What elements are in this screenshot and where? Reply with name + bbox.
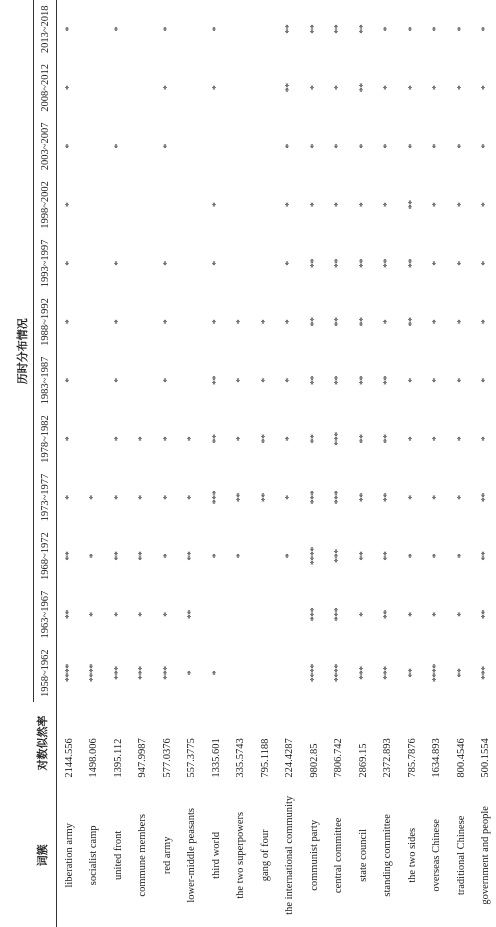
distribution-cell: ** xyxy=(474,527,496,586)
table-row xyxy=(302,0,327,927)
distribution-cell: ** xyxy=(333,376,345,386)
distribution-cell: *** xyxy=(161,666,173,680)
distribution-cell: ** xyxy=(382,376,394,386)
distribution-cell: *** xyxy=(333,490,345,505)
distribution-cell xyxy=(131,176,156,235)
distribution-cell: *** xyxy=(112,666,124,680)
distribution-cell xyxy=(82,0,107,59)
distribution-cell xyxy=(253,176,278,235)
distribution-cell: *** xyxy=(474,644,496,703)
term-cell: red army xyxy=(161,836,173,875)
distribution-cell: *** xyxy=(333,549,345,563)
distribution-cell: * xyxy=(210,27,222,32)
distribution-cell: * xyxy=(382,27,394,32)
ratio-cell: 577.0376 xyxy=(161,738,173,778)
term-cell: commune members xyxy=(137,814,149,897)
table-row xyxy=(253,0,278,927)
distribution-cell: ** xyxy=(382,434,394,444)
ratio-cell: 1498.006 xyxy=(88,738,100,778)
ratio-cell: 785.7876 xyxy=(406,738,418,778)
distribution-cell xyxy=(253,585,278,644)
term-cell: united front xyxy=(112,830,124,880)
distribution-cell xyxy=(229,117,254,176)
distribution-cell xyxy=(180,176,205,235)
term-cell: standing committee xyxy=(382,814,394,897)
distribution-cell: * xyxy=(382,144,394,149)
term-column-header: 词簇 xyxy=(0,784,57,927)
term-cell: government and people xyxy=(474,784,496,927)
distribution-cell xyxy=(82,351,107,410)
distribution-cell xyxy=(131,117,156,176)
distribution-cell: * xyxy=(308,144,320,149)
distribution-cell: ** xyxy=(382,258,394,268)
distribution-cell: * xyxy=(284,553,296,559)
ratio-cell: 947.9987 xyxy=(137,738,149,778)
term-cell: lower-middle peasants xyxy=(186,808,198,903)
ratio-cell: 1335.601 xyxy=(210,738,222,778)
distribution-cell: * xyxy=(284,261,296,266)
distribution-cell xyxy=(131,59,156,118)
distribution-cell xyxy=(131,293,156,352)
distribution-cell: * xyxy=(406,27,418,32)
distribution-cell: * xyxy=(455,85,467,91)
distribution-cell: **** xyxy=(333,664,345,683)
distribution-cell xyxy=(180,117,205,176)
term-cell: third world xyxy=(210,831,222,879)
distribution-cell: * xyxy=(431,202,443,208)
distribution-cell xyxy=(82,234,107,293)
distribution-cell: * xyxy=(455,436,467,442)
distribution-cell: * xyxy=(210,319,222,325)
period-header: 2003~2007 xyxy=(34,117,57,176)
table-row xyxy=(229,0,254,927)
distribution-cell: **** xyxy=(308,547,320,566)
distribution-cell: * xyxy=(161,495,173,500)
distribution-cell: * xyxy=(161,378,173,383)
ratio-cell: 9802.85 xyxy=(308,743,320,778)
distribution-cell: * xyxy=(63,495,75,500)
distribution-cell xyxy=(82,410,107,469)
table-body xyxy=(57,0,496,927)
distribution-cell xyxy=(155,176,180,235)
distribution-cell xyxy=(253,117,278,176)
distribution-cell: * xyxy=(63,378,75,383)
distribution-cell: ** xyxy=(474,468,496,527)
period-header: 1958~1962 xyxy=(34,644,57,703)
distribution-cell: ** xyxy=(308,258,320,268)
distribution-cell: * xyxy=(235,436,247,442)
term-cell: the two sides xyxy=(406,827,418,883)
distribution-cell: * xyxy=(431,85,443,91)
ratio-cell: 800.4546 xyxy=(455,738,467,778)
ratio-cell: 335.5743 xyxy=(235,738,247,778)
distribution-cell xyxy=(131,234,156,293)
distribution-cell: * xyxy=(112,495,124,500)
distribution-cell: * xyxy=(431,436,443,442)
distribution-cell xyxy=(82,176,107,235)
distribution-cell: * xyxy=(431,553,443,559)
term-cell: the two superpowers xyxy=(235,811,247,899)
distribution-cell: * xyxy=(382,202,394,208)
distribution-cell: ** xyxy=(455,668,467,678)
ratio-cell: 1395.112 xyxy=(112,738,124,778)
distribution-cell: ** xyxy=(63,610,75,620)
distribution-cell: * xyxy=(186,670,198,676)
distribution-cell xyxy=(82,293,107,352)
distribution-cell: * xyxy=(210,85,222,91)
table-row xyxy=(474,0,496,927)
table-row xyxy=(57,0,82,927)
distribution-cell: * xyxy=(474,410,496,469)
table-row xyxy=(425,0,450,927)
ratio-cell: 2144.556 xyxy=(63,738,75,778)
distribution-cell: * xyxy=(431,378,443,383)
distribution-cell: * xyxy=(88,553,100,559)
distribution-cell: ** xyxy=(382,610,394,620)
distribution-cell xyxy=(131,351,156,410)
distribution-cell: ** xyxy=(406,668,418,678)
distribution-cell: * xyxy=(431,319,443,325)
period-header: 1998~2002 xyxy=(34,176,57,235)
distribution-cell xyxy=(253,234,278,293)
distribution-cell: * xyxy=(474,117,496,176)
distribution-cell: * xyxy=(406,495,418,500)
distribution-cell: * xyxy=(235,319,247,325)
distribution-cell: * xyxy=(112,612,124,617)
distribution-cell xyxy=(278,644,303,703)
table-row xyxy=(180,0,205,927)
distribution-cell: * xyxy=(406,612,418,617)
term-cell: overseas Chinese xyxy=(431,819,443,892)
distribution-cell: ** xyxy=(357,24,369,34)
ratio-cell: 557.3775 xyxy=(186,738,198,778)
ratio-cell: 7806.742 xyxy=(333,738,345,778)
distribution-cell: * xyxy=(112,436,124,442)
distribution-cell: ** xyxy=(357,551,369,561)
distribution-cell: * xyxy=(474,351,496,410)
ratio-cell: 500.1554 xyxy=(474,702,496,783)
table-row xyxy=(400,0,425,927)
distribution-cell: ** xyxy=(406,317,418,327)
distribution-cell: ** xyxy=(308,24,320,34)
table-row xyxy=(131,0,156,927)
distribution-cell: * xyxy=(474,176,496,235)
distribution-cell xyxy=(180,234,205,293)
distribution-cell: * xyxy=(112,319,124,325)
distribution-cell: ** xyxy=(333,258,345,268)
period-header: 1973~1977 xyxy=(34,468,57,527)
distribution-cell: ** xyxy=(406,258,418,268)
distribution-cell: * xyxy=(63,202,75,208)
distribution-cell: * xyxy=(455,261,467,266)
distribution-cell: **** xyxy=(88,664,100,683)
distribution-cell xyxy=(278,585,303,644)
distribution-cell xyxy=(253,644,278,703)
distribution-cell: ** xyxy=(357,317,369,327)
distribution-cell: ** xyxy=(284,24,296,34)
distribution-cell xyxy=(253,527,278,586)
distribution-cell: ** xyxy=(112,551,124,561)
distribution-cell: * xyxy=(112,27,124,32)
distribution-cell: ** xyxy=(235,493,247,503)
distribution-cell: * xyxy=(210,553,222,559)
distribution-cell xyxy=(229,176,254,235)
distribution-cell: *** xyxy=(382,666,394,680)
ratio-cell: 795.1188 xyxy=(259,738,271,778)
table-row xyxy=(204,0,229,927)
distribution-cell: ** xyxy=(210,376,222,386)
distribution-cell: * xyxy=(235,378,247,383)
distribution-cell: ** xyxy=(333,24,345,34)
table-row xyxy=(155,0,180,927)
distribution-cell: * xyxy=(161,436,173,442)
term-cell: gang of four xyxy=(259,829,271,882)
distribution-cell: * xyxy=(186,436,198,442)
distribution-cell: * xyxy=(455,27,467,32)
distribution-cell: * xyxy=(431,144,443,149)
distribution-cell: ** xyxy=(382,493,394,503)
distribution-cell: * xyxy=(455,553,467,559)
distribution-cell xyxy=(229,234,254,293)
distribution-cell: ** xyxy=(186,610,198,620)
ratio-column-header: 对数似然率 xyxy=(0,702,57,783)
distribution-cell xyxy=(106,59,131,118)
distribution-cell: * xyxy=(88,495,100,500)
distribution-cell: *** xyxy=(333,432,345,446)
distribution-cell xyxy=(180,59,205,118)
distribution-cell: * xyxy=(63,436,75,442)
distribution-cell: * xyxy=(474,293,496,352)
table-row xyxy=(376,0,401,927)
distribution-cell: ** xyxy=(308,434,320,444)
distribution-cell xyxy=(204,117,229,176)
distribution-cell: * xyxy=(284,144,296,149)
distribution-cell: * xyxy=(235,553,247,559)
distribution-cell: * xyxy=(137,436,149,442)
distribution-cell: * xyxy=(284,319,296,325)
table-row xyxy=(278,0,303,927)
period-header: 1983~1987 xyxy=(34,351,57,410)
distribution-cell xyxy=(229,59,254,118)
distribution-cell: * xyxy=(210,261,222,266)
period-header: 2008~2012 xyxy=(34,59,57,118)
term-cell: traditional Chinese xyxy=(455,815,467,896)
distribution-cell: ** xyxy=(63,551,75,561)
distribution-cell: * xyxy=(63,261,75,266)
distribution-cell: * xyxy=(137,612,149,617)
table-row xyxy=(106,0,131,927)
table-row xyxy=(449,0,474,927)
distribution-cell: * xyxy=(455,495,467,500)
distribution-cell: * xyxy=(474,0,496,59)
distribution-cell: * xyxy=(406,85,418,91)
ratio-cell: 224.4287 xyxy=(284,738,296,778)
distribution-cell xyxy=(229,585,254,644)
distribution-cell: *** xyxy=(357,666,369,680)
period-header: 1978~1982 xyxy=(34,410,57,469)
distribution-cell: * xyxy=(382,85,394,91)
term-cell: state council xyxy=(357,828,369,882)
distribution-cell: * xyxy=(137,495,149,500)
distribution-cell xyxy=(180,351,205,410)
distribution-cell: ** xyxy=(357,434,369,444)
distribution-cell: * xyxy=(161,27,173,32)
distribution-cell xyxy=(229,0,254,59)
distribution-cell: * xyxy=(161,553,173,559)
distribution-cell xyxy=(82,117,107,176)
distribution-cell: ** xyxy=(474,585,496,644)
distribution-cell: * xyxy=(308,202,320,208)
distribution-cell: * xyxy=(333,85,345,91)
distribution-cell xyxy=(106,176,131,235)
distribution-cell: * xyxy=(284,495,296,500)
distribution-cell: ** xyxy=(284,83,296,93)
distribution-cell: *** xyxy=(308,607,320,622)
distribution-cell xyxy=(253,0,278,59)
distribution-cell: * xyxy=(259,378,271,383)
distribution-cell xyxy=(204,585,229,644)
distribution-cell: * xyxy=(161,612,173,617)
distribution-cell: * xyxy=(357,144,369,149)
distribution-cell: **** xyxy=(63,664,75,683)
distribution-cell: ** xyxy=(137,551,149,561)
distribution-cell: * xyxy=(333,144,345,149)
distribution-cell: **** xyxy=(308,664,320,683)
period-header: 1993~1997 xyxy=(34,234,57,293)
distribution-cell: * xyxy=(431,27,443,32)
distribution-cell: * xyxy=(455,612,467,617)
distribution-cell: * xyxy=(308,85,320,91)
distribution-cell xyxy=(180,293,205,352)
distribution-cell: ** xyxy=(357,83,369,93)
distribution-cell: * xyxy=(88,612,100,617)
term-cell: central committee xyxy=(333,817,345,894)
period-header: 2013~2018 xyxy=(34,0,57,59)
distribution-cell: * xyxy=(455,319,467,325)
distribution-cell: * xyxy=(161,85,173,91)
distribution-cell xyxy=(253,59,278,118)
distribution-cell: ** xyxy=(357,376,369,386)
distribution-cell: *** xyxy=(137,666,149,680)
period-header: 1968~1972 xyxy=(34,527,57,586)
ratio-cell: 2372.893 xyxy=(382,738,394,778)
ratio-cell: 1634.893 xyxy=(431,738,443,778)
distribution-cell: * xyxy=(259,319,271,325)
distribution-cell: * xyxy=(431,495,443,500)
distribution-cell: * xyxy=(63,319,75,325)
distribution-cell: ** xyxy=(259,493,271,503)
distribution-cell: * xyxy=(284,202,296,208)
table-row xyxy=(82,0,107,927)
distribution-cell: * xyxy=(284,378,296,383)
term-cell: communist party xyxy=(308,819,320,891)
ratio-cell: 2869.15 xyxy=(357,743,369,778)
header-group-row xyxy=(0,0,34,927)
table-row xyxy=(351,0,376,927)
distribution-cell: * xyxy=(406,378,418,383)
table-header xyxy=(0,0,57,927)
distribution-cell xyxy=(82,59,107,118)
distribution-cell: * xyxy=(406,436,418,442)
distribution-cell: * xyxy=(431,612,443,617)
distribution-cell: * xyxy=(63,85,75,91)
distribution-cell: * xyxy=(284,436,296,442)
distribution-cell: ** xyxy=(357,493,369,503)
distribution-cell: * xyxy=(333,202,345,208)
distribution-cell: * xyxy=(186,495,198,500)
term-cell: socialist camp xyxy=(88,825,100,886)
distribution-cell: * xyxy=(382,319,394,325)
distribution-cell: ** xyxy=(308,376,320,386)
distribution-cell: * xyxy=(455,202,467,208)
distribution-cell: *** xyxy=(333,607,345,622)
distribution-cell: ** xyxy=(308,317,320,327)
distribution-cell: * xyxy=(210,670,222,676)
distribution-cell: * xyxy=(455,378,467,383)
distribution-cell: * xyxy=(474,59,496,118)
term-cell: liberation army xyxy=(63,823,75,888)
distribution-cell: ** xyxy=(382,551,394,561)
distribution-cell: **** xyxy=(431,664,443,683)
distribution-cell xyxy=(131,0,156,59)
distribution-cell: * xyxy=(357,202,369,208)
distribution-cell: * xyxy=(112,144,124,149)
distribution-cell: * xyxy=(63,144,75,149)
distribution-column-header: 历时分布情况 xyxy=(0,0,34,702)
distribution-cell: * xyxy=(406,144,418,149)
distribution-cell: * xyxy=(161,319,173,325)
distribution-cell: ** xyxy=(333,317,345,327)
distribution-cell: * xyxy=(455,144,467,149)
term-cell: the international community xyxy=(284,795,296,915)
distribution-cell: ** xyxy=(259,434,271,444)
distribution-cell: * xyxy=(112,378,124,383)
distribution-cell: * xyxy=(474,234,496,293)
distribution-cell: *** xyxy=(308,490,320,505)
distribution-cell: * xyxy=(406,553,418,559)
distribution-cell: * xyxy=(431,261,443,266)
distribution-cell xyxy=(180,0,205,59)
distribution-cell: * xyxy=(63,27,75,32)
distribution-cell: ** xyxy=(357,258,369,268)
distribution-cell: * xyxy=(112,261,124,266)
distribution-cell xyxy=(229,644,254,703)
distribution-cell: * xyxy=(357,612,369,617)
period-header: 1963~1967 xyxy=(34,585,57,644)
distribution-cell: ** xyxy=(186,551,198,561)
distribution-cell: * xyxy=(210,202,222,208)
distribution-cell: ** xyxy=(210,434,222,444)
distribution-cell: ** xyxy=(406,200,418,210)
period-header: 1988~1992 xyxy=(34,293,57,352)
distribution-cell: * xyxy=(161,144,173,149)
distribution-cell: * xyxy=(161,261,173,266)
table-row xyxy=(327,0,352,927)
distribution-cell: *** xyxy=(210,490,222,505)
